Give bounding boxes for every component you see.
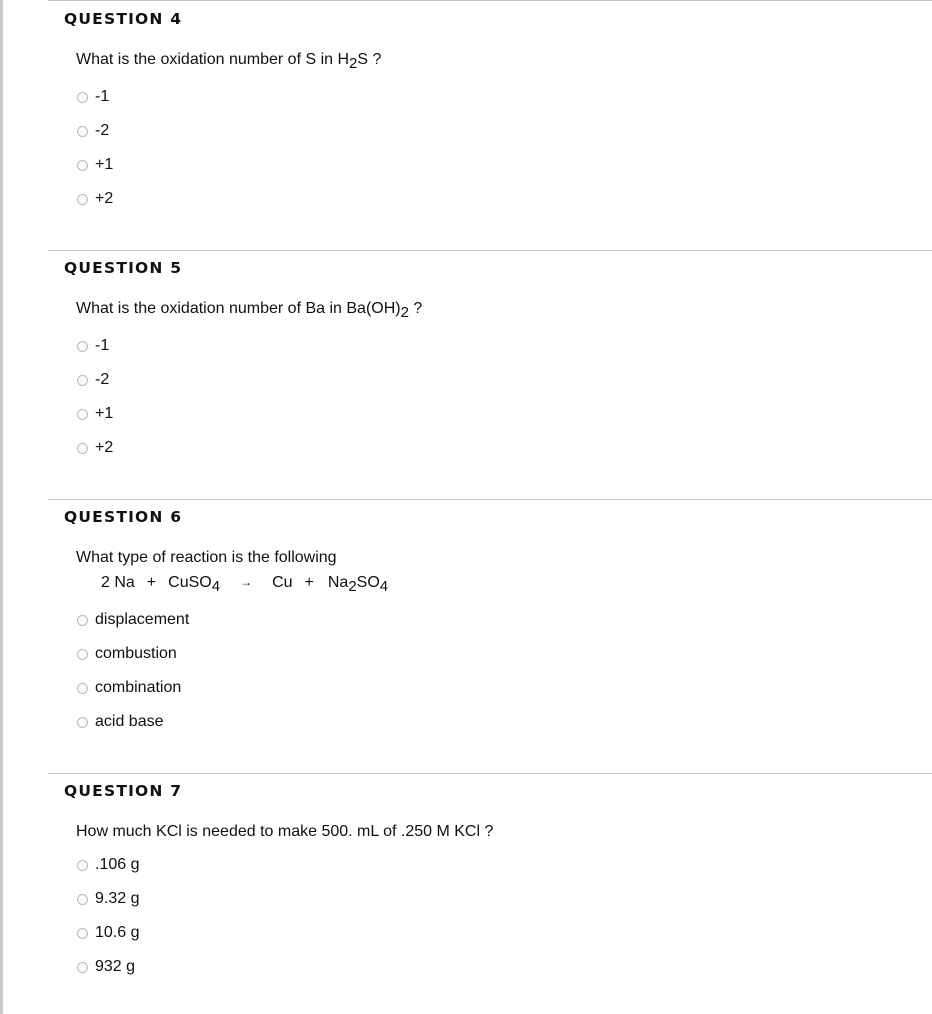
answer-option[interactable] [77, 87, 109, 107]
radio-button[interactable] [77, 409, 88, 420]
radio-button[interactable] [77, 717, 88, 728]
radio-button[interactable] [77, 92, 88, 103]
answer-option-label: +1 [95, 405, 114, 422]
radio-button[interactable] [77, 649, 88, 660]
question-7 [48, 773, 932, 1014]
question-title: QUESTION 5 [64, 259, 183, 277]
answer-option[interactable] [77, 404, 113, 424]
chemical-equation: 2 Na + CuSO$_4$ → $Cu + Na_2SO_4$ [101, 574, 389, 595]
question-prompt: What is the oxidation number of Ba in $Ba(OH)_2$ ? [76, 300, 423, 321]
page-left-border [0, 0, 3, 1014]
question-prompt: What type of reaction is the following [76, 549, 337, 566]
answer-option-label: +1 [95, 156, 114, 173]
answer-option-label: 10.6 g [95, 924, 140, 941]
answer-option-label: +2 [95, 439, 114, 456]
reaction-arrow: → [240, 575, 253, 589]
radio-button[interactable] [77, 683, 88, 694]
question-divider [48, 0, 932, 1]
question-prompt: What is the oxidation number of S in $H_2S$ ? [76, 51, 382, 72]
question-title: QUESTION 6 [64, 508, 183, 526]
radio-button[interactable] [77, 194, 88, 205]
radio-button[interactable] [77, 443, 88, 454]
radio-button[interactable] [77, 375, 88, 386]
question-5 [48, 250, 932, 499]
radio-button[interactable] [77, 962, 88, 973]
answer-option-label: combustion [95, 645, 177, 662]
answer-option-label: 932 g [95, 958, 136, 975]
question-6 [48, 499, 932, 773]
answer-option[interactable] [77, 438, 113, 458]
answer-option-label: acid base [95, 713, 164, 730]
question-divider [48, 773, 932, 774]
answer-option[interactable] [77, 189, 113, 209]
answer-option-label: 9.32 g [95, 890, 140, 907]
radio-button[interactable] [77, 341, 88, 352]
answer-option[interactable] [77, 957, 135, 977]
answer-option[interactable] [77, 121, 109, 141]
radio-button[interactable] [77, 160, 88, 171]
answer-option-label: -2 [95, 371, 110, 388]
answer-option-label: -1 [95, 337, 110, 354]
answer-option[interactable] [77, 336, 109, 356]
answer-option-label: .106 g [95, 856, 140, 873]
radio-button[interactable] [77, 928, 88, 939]
question-divider [48, 250, 932, 251]
question-prompt: How much KCl is needed to make 500. mL of .250 M KCl ? [76, 823, 494, 840]
question-4 [48, 0, 932, 250]
question-divider [48, 499, 932, 500]
answer-option-label: displacement [95, 611, 190, 628]
answer-option[interactable] [77, 855, 139, 875]
radio-button[interactable] [77, 126, 88, 137]
answer-option[interactable] [77, 678, 181, 698]
question-title: QUESTION 4 [64, 10, 183, 28]
answer-option[interactable] [77, 644, 177, 664]
answer-option[interactable] [77, 923, 139, 943]
radio-button[interactable] [77, 615, 88, 626]
answer-option[interactable] [77, 155, 113, 175]
answer-option[interactable] [77, 610, 189, 630]
answer-option-label: combination [95, 679, 182, 696]
answer-option-label: +2 [95, 190, 114, 207]
answer-option[interactable] [77, 889, 139, 909]
radio-button[interactable] [77, 894, 88, 905]
answer-option[interactable] [77, 712, 164, 732]
answer-option[interactable] [77, 370, 109, 390]
radio-button[interactable] [77, 860, 88, 871]
answer-option-label: -2 [95, 122, 110, 139]
question-title: QUESTION 7 [64, 782, 183, 800]
answer-option-label: -1 [95, 88, 110, 105]
